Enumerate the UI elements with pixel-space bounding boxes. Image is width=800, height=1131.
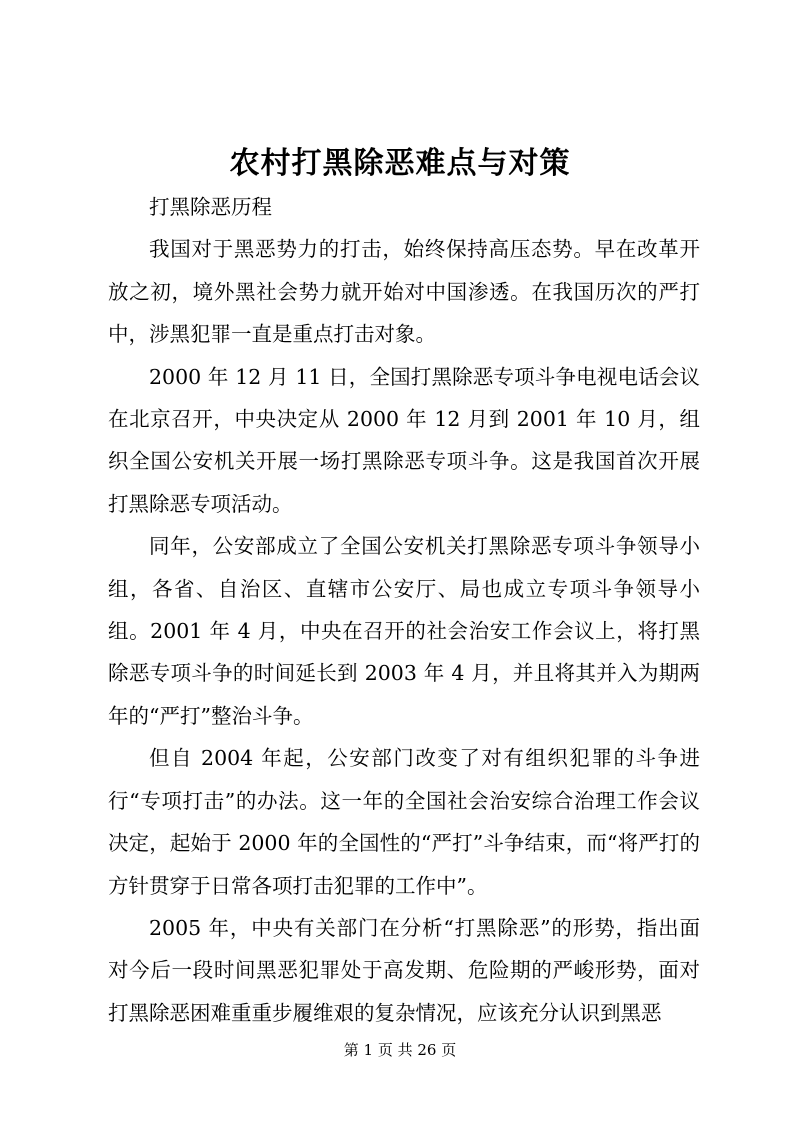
paragraph-3: 同年，公安部成立了全国公安机关打黑除恶专项斗争领导小组，各省、自治区、直辖市公安厅、局也成立专项斗争领导小组。2001 年 4 月，中央在召开的社会治安工作会议上，将打黑除恶专项斗争的时间延长到 2003 年 4 月，并且将其并入为期两年的“严打”整治斗争。 [108,534,700,728]
paragraph-5: 2005 年，中央有关部门在分析“打黑除恶”的形势，指出面对今后一段时间黑恶犯罪处于高发期、危险期的严峻形势，面对打黑除恶困难重重步履维艰的复杂情况，应该充分认识到黑恶 [108,915,700,1025]
section-heading: 打黑除恶历程 [149,195,272,219]
paragraph-2: 2000 年 12 月 11 日，全国打黑除恶专项斗争电视电话会议在北京召开，中央决定从 2000 年 12 月到 2001 年 10 月，组织全国公安机关开展一场打黑除恶专项斗争。这是我国首次开展打黑除恶专项活动。 [108,364,700,516]
paragraph-1: 我国对于黑恶势力的打击，始终保持高压态势。早在改革开放之初，境外黑社会势力就开始对中国渗透。在我国历次的严打中，涉黑犯罪一直是重点打击对象。 [108,237,700,347]
paragraph-4: 但自 2004 年起，公安部门改变了对有组织犯罪的斗争进行“专项打击”的办法。这一年的全国社会治安综合治理工作会议决定，起始于 2000 年的全国性的“严打”斗争结束，而“将严打的方针贯穿于日常各项打击犯罪的工作中”。 [108,746,700,898]
document-body [108,186,700,1034]
document-title: 农村打黑除恶难点与对策 [229,146,571,181]
page-footer: 第 1 页 共 26 页 [343,1041,457,1059]
